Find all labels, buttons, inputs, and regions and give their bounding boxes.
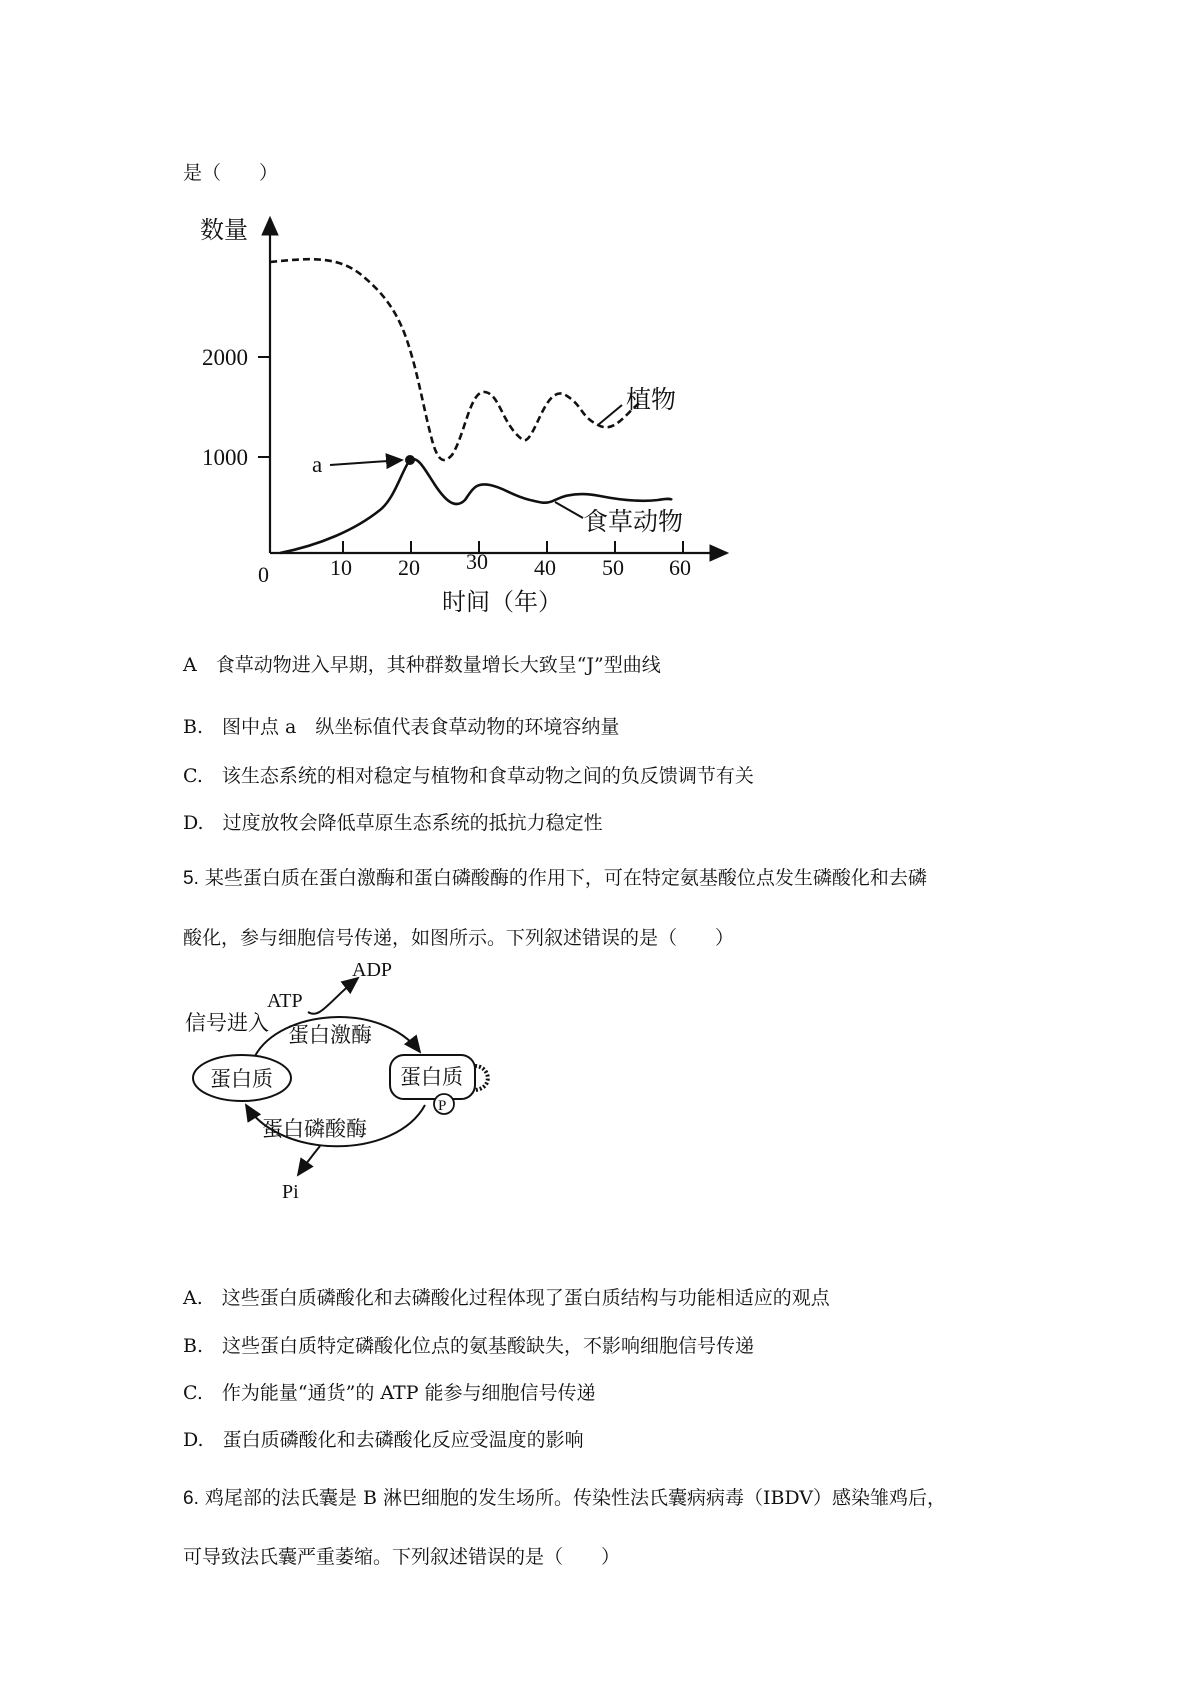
x-tick-0: 0 <box>258 562 269 587</box>
q4-option-d: D. 过度放牧会降低草原生态系统的抵抗力稳定性 <box>183 812 603 834</box>
x-tick-10: 10 <box>330 555 352 580</box>
q5-stem-text: 某些蛋白质在蛋白激酶和蛋白磷酸酶的作用下，可在特定氨基酸位点发生磷酸化和去磷 <box>198 867 927 889</box>
x-tick-30: 30 <box>466 549 488 574</box>
q4-option-a: A 食草动物进入早期，其种群数量增长大致呈“J”型曲线 <box>183 654 661 676</box>
q4-option-b: B. 图中点 a 纵坐标值代表食草动物的环境容纳量 <box>183 716 620 738</box>
x-tick-40: 40 <box>534 555 556 580</box>
q5-stem-line2: 酸化，参与细胞信号传递，如图所示。下列叙述错误的是（ ） <box>183 927 735 949</box>
x-tick-50: 50 <box>602 555 624 580</box>
phosphate-label: P <box>438 1098 447 1114</box>
atp-label: ATP <box>267 990 303 1012</box>
population-graph <box>180 200 740 620</box>
herbivore-label-leader <box>555 502 583 518</box>
atp-adp-arrow <box>308 978 358 1014</box>
y-tick-2000: 2000 <box>202 345 248 370</box>
protein-right-site <box>475 1066 488 1090</box>
plant-label: 植物 <box>626 385 677 414</box>
pi-label: Pi <box>282 1181 299 1200</box>
q6-stem-line1 <box>183 1483 946 1510</box>
y-axis-label: 数量 <box>200 216 248 244</box>
point-a-label: a <box>312 452 323 477</box>
x-axis-label: 时间（年） <box>442 588 562 616</box>
x-tick-20: 20 <box>398 555 420 580</box>
signal-in-label: 信号进入 <box>185 1011 269 1035</box>
protein-right-label: 蛋白质 <box>400 1065 463 1089</box>
q4-option-c: C. 该生态系统的相对稳定与植物和食草动物之间的负反馈调节有关 <box>183 765 754 787</box>
herbivore-label: 食草动物 <box>583 507 684 536</box>
phosphatase-label: 蛋白磷酸酶 <box>262 1117 367 1141</box>
q6-stem-text: 鸡尾部的法氏囊是 B 淋巴细胞的发生场所。传染性法氏囊病病毒（IBDV）感染雏鸡后， <box>198 1487 947 1509</box>
q4-stem-tail: 是（ ） <box>183 162 279 184</box>
point-a-arrow <box>330 460 402 465</box>
q6-stem-line2: 可导致法氏囊严重萎缩。下列叙述错误的是（ ） <box>183 1546 621 1568</box>
q5-option-b: B. 这些蛋白质特定磷酸化位点的氨基酸缺失，不影响细胞信号传递 <box>183 1335 755 1357</box>
plant-curve <box>270 259 640 460</box>
q5-number: 5. <box>183 868 199 889</box>
phosphorylation-diagram <box>180 960 510 1200</box>
x-tick-60: 60 <box>669 555 691 580</box>
q5-option-c: C. 作为能量“通货”的 ATP 能参与细胞信号传递 <box>183 1382 596 1404</box>
q5-option-a: A. 这些蛋白质磷酸化和去磷酸化过程体现了蛋白质结构与功能相适应的观点 <box>183 1287 830 1309</box>
point-a-dot <box>405 455 415 465</box>
pi-arrow <box>298 1146 320 1175</box>
herbivore-curve <box>280 459 672 553</box>
y-tick-1000: 1000 <box>202 445 248 470</box>
adp-label: ADP <box>352 960 393 981</box>
q5-stem-line1 <box>183 863 927 890</box>
q5-option-d: D. 蛋白质磷酸化和去磷酸化反应受温度的影响 <box>183 1429 584 1451</box>
protein-left-label: 蛋白质 <box>210 1067 273 1091</box>
kinase-label: 蛋白激酶 <box>288 1023 372 1047</box>
q6-number: 6. <box>183 1488 199 1509</box>
